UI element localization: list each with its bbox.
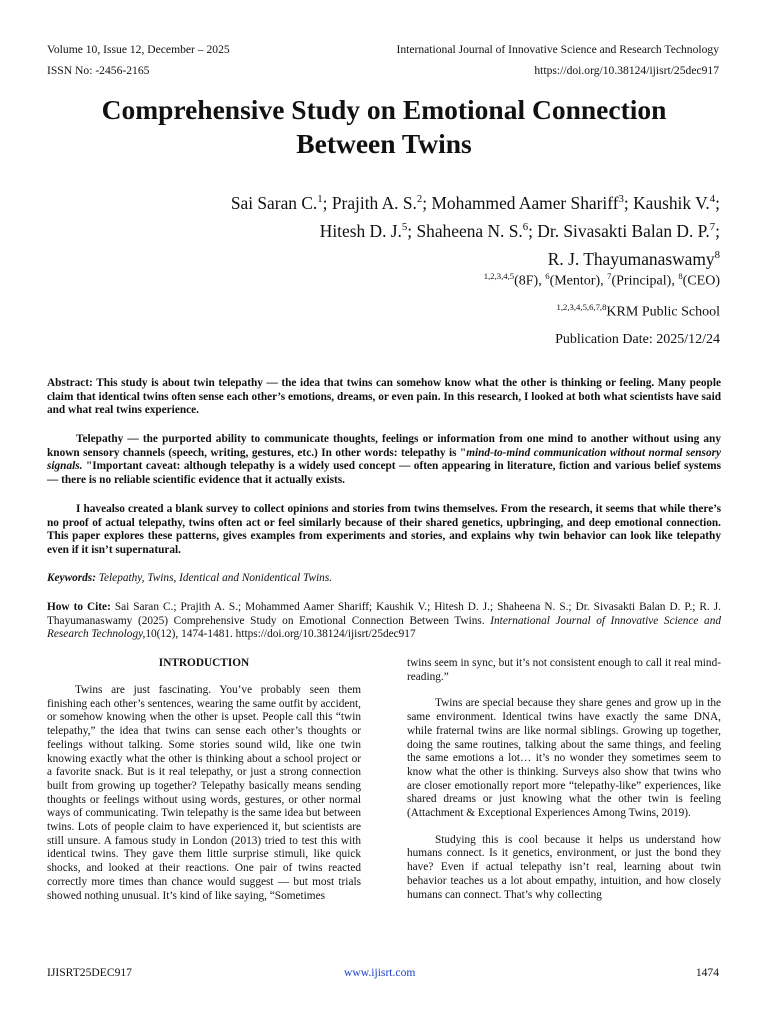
telepathy-definition: mind-to-mind communication without normal sensory signals. [47,446,722,473]
left-column [47,657,361,903]
author-name: ; Dr. Sivasakti Balan D. P. [528,220,710,241]
abstract-text: This study is about twin telepathy — the idea that twins can somehow know what the other is thinking or feeling. Many people claim that identical twins often sense each other’s emotions, dreams, or even pain. In this research, I looked at both what scientists have said and what real twins experience. [47,377,721,417]
paper-title [30,93,738,161]
abstract [47,377,721,418]
page-number: 1474 [695,966,719,979]
author-name: Hitesh D. J. [319,220,402,241]
cite-volume-doi: 10(12), 1474-1481. https://doi.org/10.38124/ijisrt/25dec917 [145,628,416,641]
keywords-label: Keywords: [47,572,96,584]
role-text: (Principal), [611,273,679,289]
abstract-label: Abstract: [47,377,93,389]
author-name: ; Shaheena N. S. [407,220,523,241]
telepathy-caveat: "Important caveat: although telepathy is a widely used concept — often appearing in literature, fiction and various belief systems — there is no reliable scientific evidence that it actually exists. [47,460,721,487]
journal-name: International Journal of Innovative Science and Research Technology [396,43,719,56]
issn: ISSN No: -2456-2165 [47,64,150,77]
introduction-heading: INTRODUCTION [158,657,250,669]
role-text: (CEO) [682,273,720,289]
role-sup: 6 [545,271,550,281]
intro-paragraph-1: Twins are just fascinating. You’ve probably seen them finishing each other’s sentences, wearing the same outfit by accident, or somehow knowing when the other is upset. People call this “twin telepathy,” the idea that twins can sense each other’s thoughts or feelings without talking. Some stories sound wild, like one twin knowing exactly what the other is thinking about a school project or a favorite snack. But is it real telepathy, or just a strong connection built from growing up together? Telepathy basically means sending thoughts or feelings without using words, gestures, or other normal ways of communicating. Twin telepathy is the same idea but between twins. Lots of people claim to have experienced it, but scientists are still unsure. A famous study in London (2013) tried to test this with identical twins. They gave them little surprise stimuli, like quick shocks, and looked at their reactions. One pair of twins reacted correctly more times than chance would suggest — but most trials showed nothing unusual. It’s kind of like saying, “Sometimes [47,684,361,902]
role-sup: 8 [678,271,683,281]
role-sup: 1,2,3,4,5 [483,271,515,281]
author-sup: 4 [709,193,716,205]
footer-website-link[interactable]: www.ijisrt.com [344,966,416,979]
author-sup: 8 [714,248,720,261]
author-name: Sai Saran C. [230,192,318,213]
volume-issue: Volume 10, Issue 12, December – 2025 [47,43,230,56]
author-line-2: Hitesh D. J.$^5$; Shaheena N. S.$^6$; Dr. Sivasakti Balan D. P.$^7$; [319,220,720,241]
intro-paragraph-3: Studying this is cool because it helps us understand how humans connect. Is it genetics, environment, or just the bond they have? Even if actual telepathy isn’t real, learning about twin behavior teaches us a lot about empathy, intuition, and how closely humans can connect. That’s why collecting [407,833,721,901]
author-name: R. J. Thayumanaswamy [547,248,715,269]
keywords-text: Telepathy, Twins, Identical and Nonidentical Twins. [95,572,333,584]
title-line-2: Between Twins [296,128,472,159]
school-name: KRM Public School [606,304,720,320]
author-name: ; Prajith A. S. [322,192,417,213]
role-sup: 7 [607,271,612,281]
role-text: (Mentor), [549,273,608,289]
author-roles [484,267,720,291]
author-name: ; Mohammed Aamer Shariff [422,192,619,213]
author-sup: 2 [416,193,423,205]
intro-paragraph-1-continued: twins seem in sync, but it’s not consistent enough to call it real mind-reading.” [407,657,721,683]
survey-paragraph: I havealso created a blank survey to collect opinions and stories from twins themselves. From the research, it seems that while there’s no proof of actual telepathy, twins often act or feel similarly because of their shared genetics, upbringing, and deep emotional connection. This paper explores these patterns, gives examples from experiments and stories, and explains why twin behavior can look like telepathy even if it isn’t supernatural. [47,503,721,557]
role-text: (8F), [514,273,546,289]
right-column [407,657,721,902]
cite-journal: International Journal of Innovative Science and Research Technology, [47,614,721,641]
publication-date: Publication Date: 2025/12/24 [555,332,720,347]
affiliation-school [557,298,720,322]
author-list [100,187,720,270]
author-sup: 5 [401,220,408,233]
author-sup: 3 [618,193,624,205]
author-sup: 6 [522,220,529,233]
author-sup: 1 [317,193,323,205]
cite-label: How to Cite: [47,601,111,613]
doi-link[interactable]: https://doi.org/10.38124/ijisrt/25dec917 [534,64,719,77]
author-line-1: Sai Saran C.$^1$; Prajith A. S.$^2$; Mohammed Aamer Shariff$^3$; Kaushik V.$^4$; [230,192,720,213]
cite-text: Sai Saran C.; Prajith A. S.; Mohammed Aamer Shariff; Kaushik V.; Hitesh D. J.; Shaheena N. S.; Dr. Sivasakti Balan D. P.; R. J. Thayumanaswamy (2025) Comprehensive Study on Emotional Connection Between Twins. [47,601,721,627]
keywords [47,572,721,586]
author-name: ; Kaushik V. [623,192,710,213]
footer-code: IJISRT25DEC917 [47,966,132,979]
author-sup: 7 [709,220,716,233]
school-sup: 1,2,3,4,5,6,7,8 [556,302,607,312]
title-line-1: Comprehensive Study on Emotional Connection [101,94,667,125]
telepathy-text: Telepathy — the purported ability to communicate thoughts, feelings or information from one mind to another without using any known sensory channels (speech, writing, gestures, etc.) In other words: telepathy is " [47,433,721,459]
how-to-cite [47,601,721,642]
telepathy-paragraph [47,433,721,488]
intro-paragraph-2: Twins are special because they share genes and grow up in the same environment. Identical twins have exactly the same DNA, while fraternal twins are like normal siblings. Growing up together, doing the same routines, talking about the same things, and feeling the same emotions a lot… it’s no wonder they sometimes seem to know what the other is thinking. Surveys also show that twins who are closer emotionally report more “telepathy-like” experiences, like shared dreams or just knowing what the other twin is feeling (Attachment & Exceptional Experiences Among Twins, 2019). [407,697,721,820]
